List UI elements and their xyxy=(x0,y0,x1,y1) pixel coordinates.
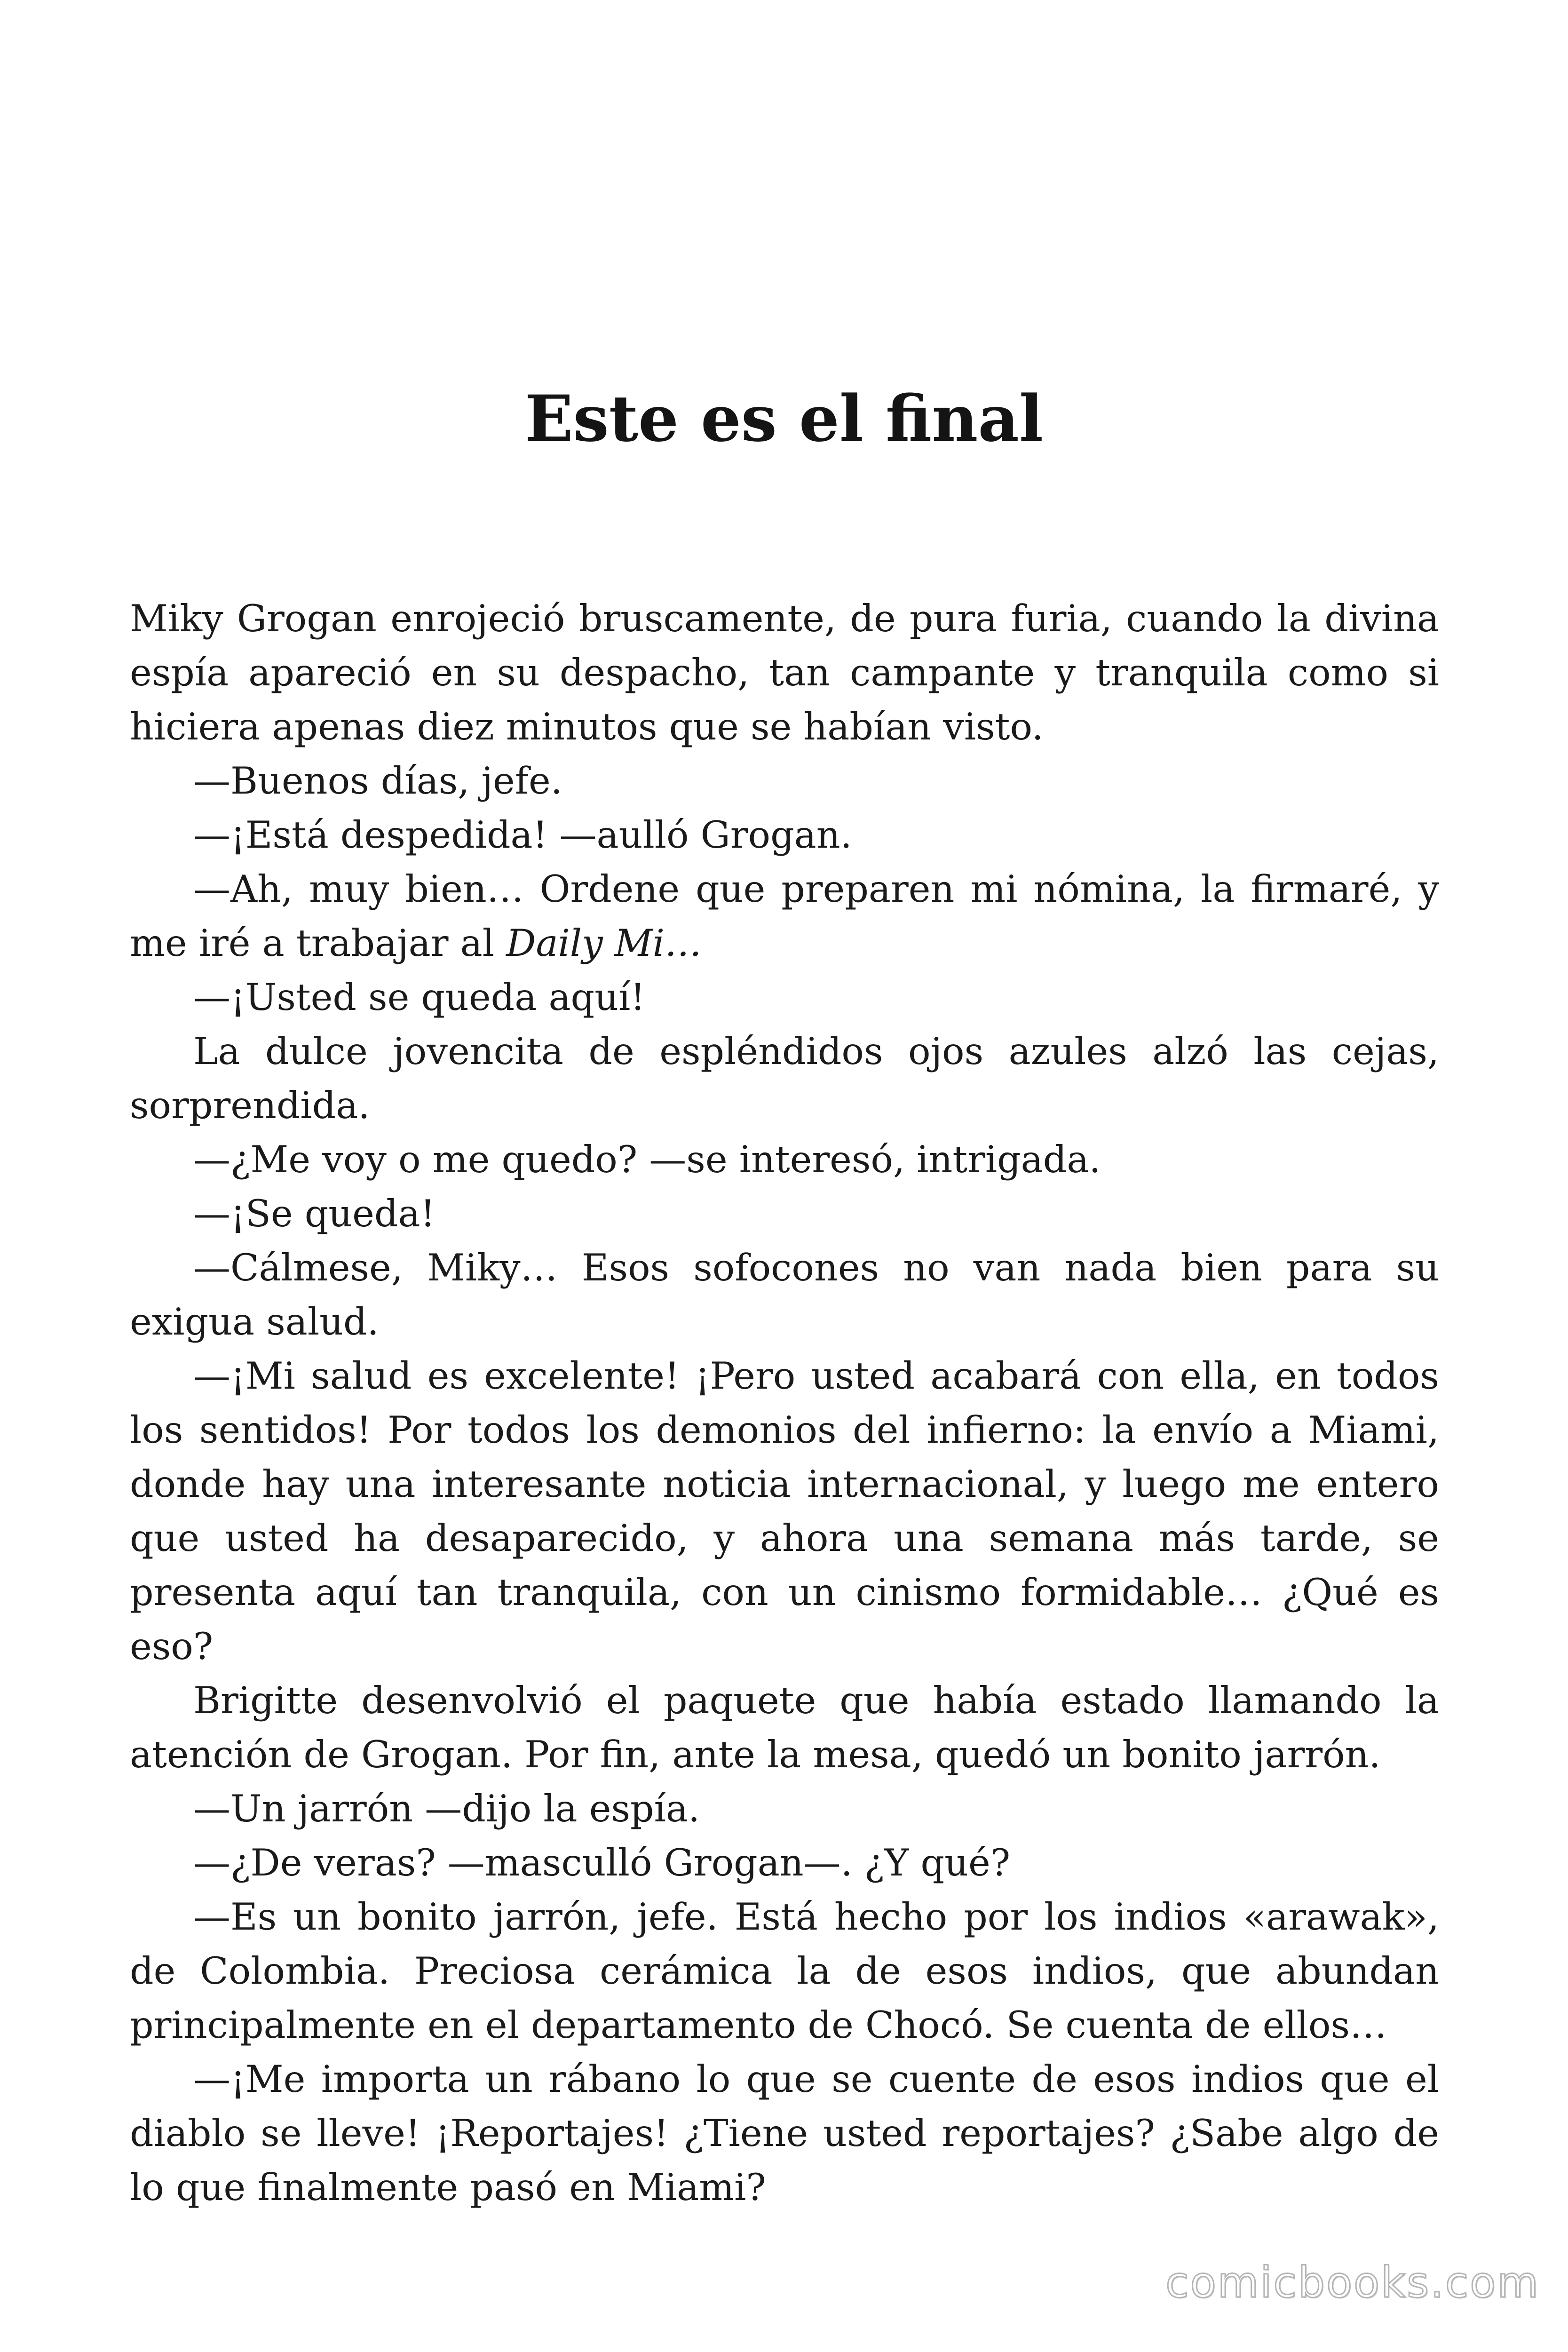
paragraph: —Buenos días, jefe. xyxy=(193,759,562,803)
paragraph: —¿De veras? —masculló Grogan—. ¿Y qué? xyxy=(193,1841,1011,1884)
paragraph: —Un jarrón —dijo la espía. xyxy=(193,1787,700,1830)
chapter-body xyxy=(130,592,1439,2215)
paragraph: —Cálmese, Miky… Esos sofocones no van nada bien para su exigua salud. xyxy=(130,1246,1439,1343)
paragraph: —¡Me importa un rábano lo que se cuente de esos indios que el diablo se lleve! ¡Reportajes! ¿Tiene usted reportajes? ¿Sabe algo de lo que finalmente pasó en Miami? xyxy=(130,2058,1439,2209)
watermark-logo: comicbooks.com xyxy=(1165,2258,1540,2307)
paragraph: —¡Se queda! xyxy=(193,1192,436,1235)
italic-newspaper-name: Daily Mi… xyxy=(506,922,702,965)
chapter-title: Este es el final xyxy=(524,381,1044,456)
paragraph: Brigitte desenvolvió el paquete que había estado llamando la atención de Grogan. Por fin, ante la mesa, quedó un bonito jarrón. xyxy=(130,1679,1439,1776)
paragraph: —¡Está despedida! —aulló Grogan. xyxy=(193,813,852,857)
paragraph: —¡Mi salud es excelente! ¡Pero usted acabará con ella, en todos los sentidos! Por todos los demonios del infierno: la envío a Miami, donde hay una interesante noticia internacional, y luego me entero que usted ha desaparecido, y ahora una semana más tarde, se presenta aquí tan tranquila, con un cinismo formidable… ¿Qué es eso? xyxy=(130,1354,1439,1668)
paragraph: —Es un bonito jarrón, jefe. Está hecho por los indios «arawak», de Colombia. Preciosa cerámica la de esos indios, que abundan principalmente en el departamento de Chocó. Se cuenta de ellos… xyxy=(130,1895,1439,2047)
paragraph: —¿Me voy o me quedo? —se interesó, intrigada. xyxy=(193,1138,1101,1181)
paragraph: La dulce jovencita de espléndidos ojos azules alzó las cejas, sorprendida. xyxy=(130,1030,1439,1127)
paragraph xyxy=(130,862,1439,970)
paragraph: —¡Usted se queda aquí! xyxy=(193,976,645,1019)
paragraph-text: —Ah, muy bien… Ordene que preparen mi nómina, la firmaré, y me iré a trabajar al xyxy=(130,867,1439,965)
paragraph: Miky Grogan enrojeció bruscamente, de pura furia, cuando la divina espía apareció en su despacho, tan campante y tranquila como si hiciera apenas diez minutos que se habían visto. xyxy=(130,597,1439,748)
